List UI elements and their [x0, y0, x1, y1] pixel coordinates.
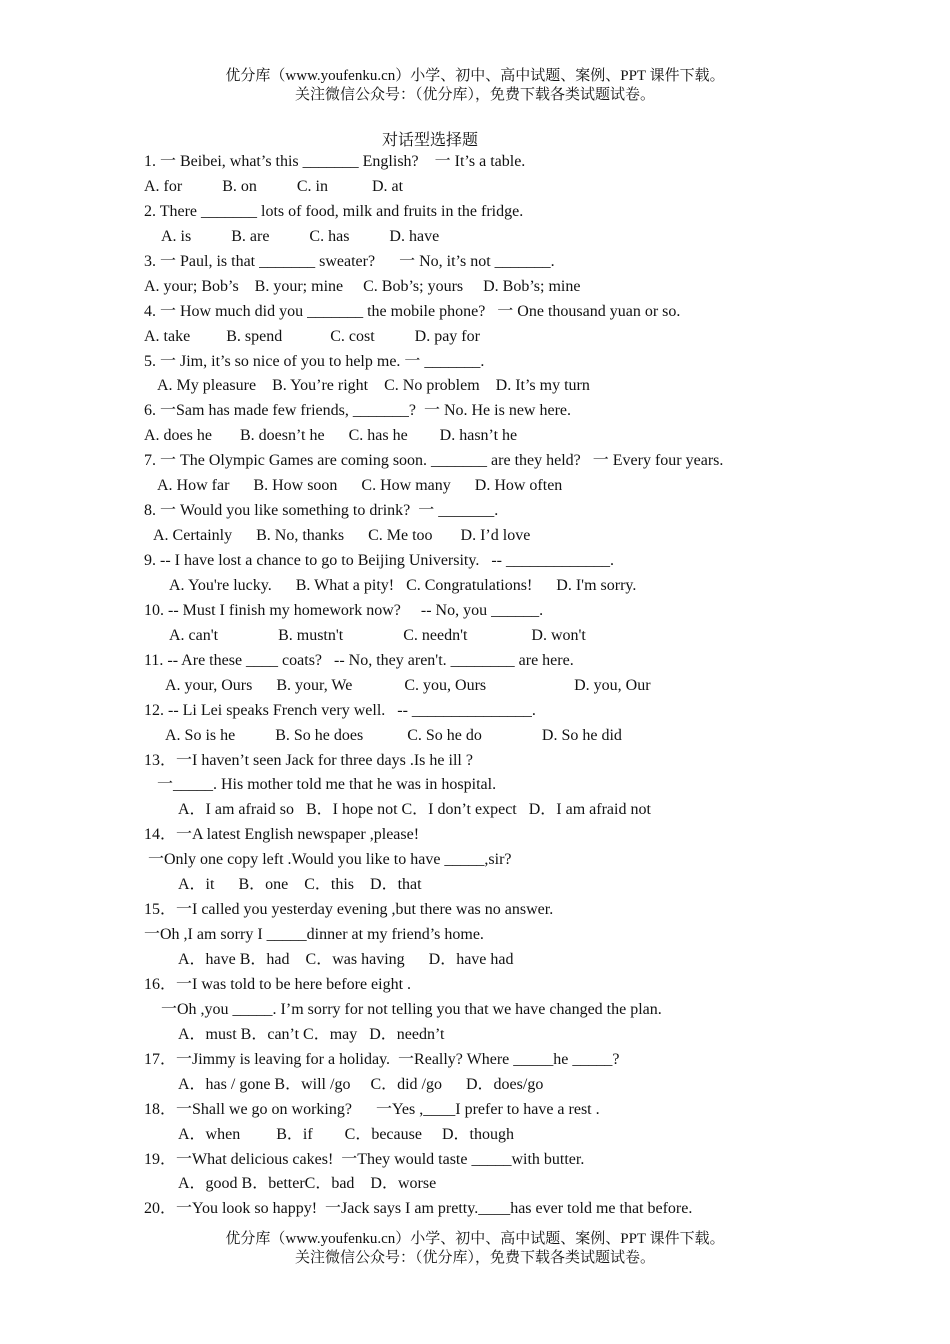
- question-line: 一_____. His mother told me that he was in hospital.: [157, 776, 497, 794]
- question-line: 1. 一 Beibei, what’s this _______ English? 一 It’s a table.: [144, 153, 526, 170]
- question-line: A．when B．if C．because D．though: [178, 1125, 514, 1143]
- question-line: 18．一Shall we go on working? 一Yes ,____I prefer to have a rest .: [144, 1100, 600, 1118]
- question-line: 7. 一 The Olympic Games are coming soon. _______ are they held? 一 Every four years.: [144, 452, 724, 470]
- question-line: 9. -- I have lost a chance to go to Beijing University. -- _____________.: [144, 552, 614, 569]
- question-line: 5. 一 Jim, it’s so nice of you to help me. 一 _______.: [144, 352, 485, 370]
- question-line: 12. -- Li Lei speaks French very well. -- _______________.: [144, 701, 536, 719]
- footer-line-1: 优分库（www.youfenku.cn）小学、初中、高中试题、案例、PPT 课件下载。: [225, 1231, 725, 1247]
- question-line: A. You're lucky. B. What a pity! C. Congratulations! D. I'm sorry.: [169, 576, 637, 594]
- question-line: 4. 一 How much did you _______ the mobile phone? 一 One thousand yuan or so.: [144, 302, 681, 320]
- question-line: A. your; Bob’s B. your; mine C. Bob’s; yours D. Bob’s; mine: [144, 277, 581, 295]
- question-line: 19．一What delicious cakes! 一They would taste _____with butter.: [144, 1150, 585, 1168]
- question-line: 11. -- Are these ____ coats? -- No, they aren't. ________ are here.: [144, 651, 574, 669]
- question-line: A. So is he B. So he does C. So he do D. So he did: [165, 726, 622, 744]
- question-line: A. is B. are C. has D. have: [161, 227, 440, 245]
- header-line-2: 关注微信公众号：（优分库），免费下载各类试题试卷。: [294, 87, 655, 103]
- question-line: 6. 一Sam has made few friends, _______? 一 No. He is new here.: [144, 402, 572, 420]
- question-line: A. My pleasure B. You’re right C. No problem D. It’s my turn: [157, 377, 590, 395]
- page-title: 对话型选择题: [381, 132, 478, 149]
- question-line: 20．一You look so happy! 一Jack says I am pretty.____has ever told me that before.: [144, 1200, 693, 1218]
- question-line: 16．一I was told to be here before eight .: [144, 975, 412, 993]
- question-line: A．it B．one C．this D．that: [178, 876, 422, 894]
- question-line: 2. There _______ lots of food, milk and fruits in the fridge.: [144, 202, 524, 220]
- question-line: 14．一A latest English newspaper ,please!: [144, 826, 420, 844]
- question-line: A．has / gone B．will /go C．did /go D．does/go: [178, 1075, 544, 1093]
- question-line: A．must B．can’t C．may D．needn’t: [178, 1025, 445, 1043]
- question-line: 一Only one copy left .Would you like to have _____,sir?: [148, 851, 512, 869]
- question-list: [144, 150, 824, 1222]
- question-line: 一Oh ,you _____. I’m sorry for not telling you that we have changed the plan.: [161, 1000, 662, 1018]
- question-line: A．good B．betterC．bad D．worse: [178, 1175, 437, 1193]
- question-line: 10. -- Must I finish my homework now? -- No, you ______.: [144, 601, 544, 619]
- page-footer: [0, 1230, 950, 1268]
- question-line: A. How far B. How soon C. How many D. How often: [157, 477, 563, 495]
- question-line: 3. 一 Paul, is that _______ sweater? 一 No, it’s not _______.: [144, 252, 555, 270]
- question-line: A. take B. spend C. cost D. pay for: [144, 327, 480, 345]
- question-line: A. can't B. mustn't C. needn't D. won't: [169, 626, 586, 644]
- page-header: [0, 67, 950, 105]
- header-line-1: 优分库（www.youfenku.cn）小学、初中、高中试题、案例、PPT 课件下载。: [225, 68, 725, 84]
- question-line: 17．一Jimmy is leaving for a holiday. 一Really? Where _____he _____?: [144, 1050, 620, 1068]
- question-line: A. does he B. doesn’t he C. has he D. hasn’t he: [144, 427, 518, 445]
- question-line: 8. 一 Would you like something to drink? 一 _______.: [144, 502, 499, 520]
- question-line: 15．一I called you yesterday evening ,but there was no answer.: [144, 901, 554, 919]
- question-line: A. your, Ours B. your, We C. you, Ours D. you, Our: [165, 676, 651, 694]
- question-line: A．have B．had C．was having D．have had: [178, 951, 514, 968]
- question-line: A. for B. on C. in D. at: [144, 177, 404, 195]
- question-line: 一Oh ,I am sorry I _____dinner at my friend’s home.: [144, 926, 484, 944]
- question-line: A. Certainly B. No, thanks C. Me too D. I’d love: [153, 527, 531, 545]
- footer-line-2: 关注微信公众号：（优分库），免费下载各类试题试卷。: [294, 1250, 655, 1266]
- question-line: 13．一I haven’t seen Jack for three days .Is he ill ?: [144, 751, 473, 769]
- question-line: A．I am afraid so B．I hope not C．I don’t expect D．I am afraid not: [178, 801, 651, 819]
